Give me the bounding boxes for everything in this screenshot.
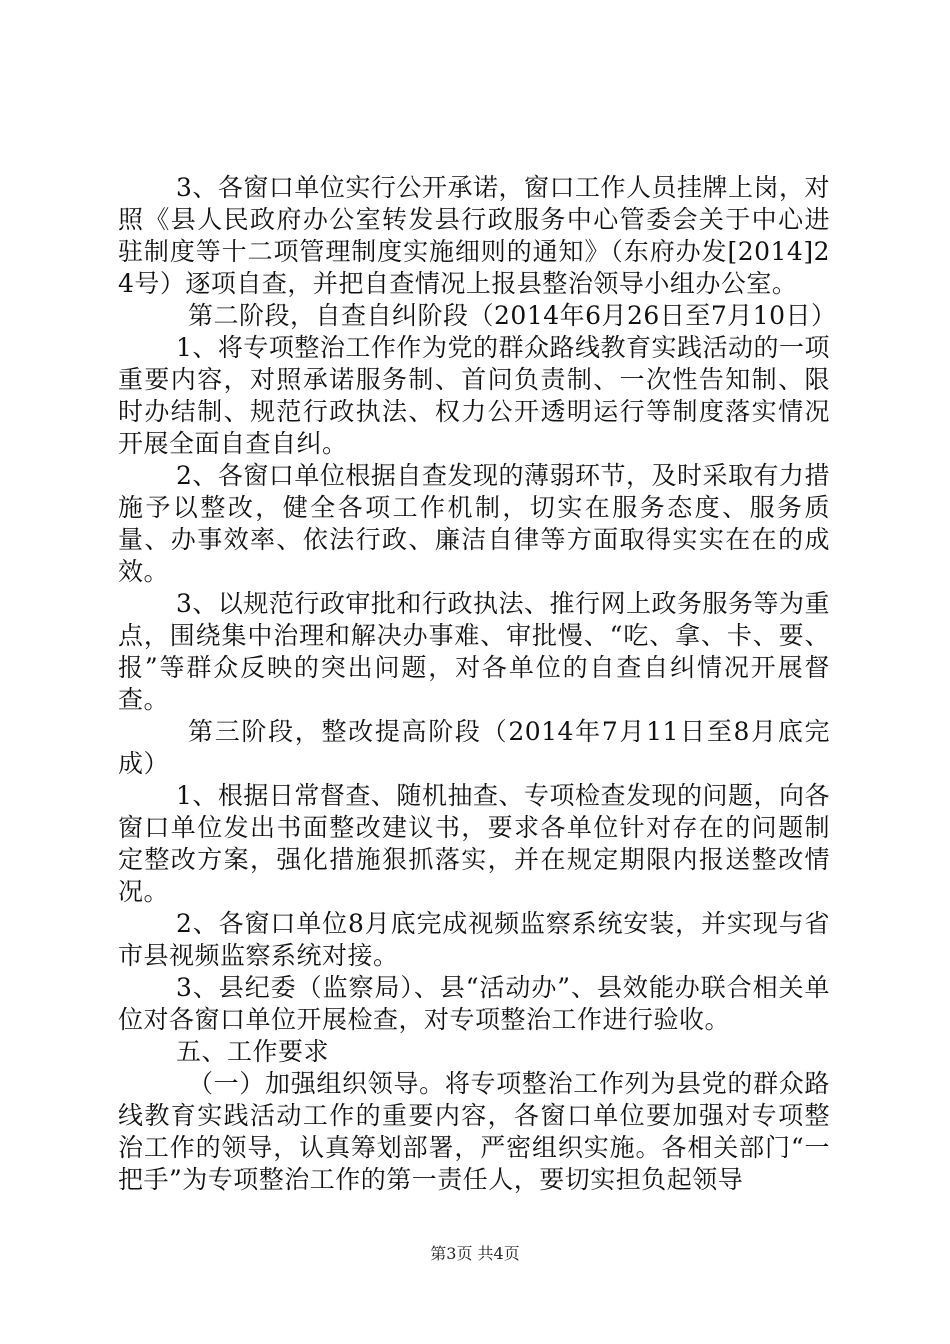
paragraph-commitment-self-check: 3、各窗口单位实行公开承诺，窗口工作人员挂牌上岗，对照《县人民政府办公室转发县行政服务中心管委会关于中心进驻制度等十二项管理制度实施细则的通知》（东府办发[2014]24号）逐项自查，并把自查情况上报县整治领导小组办公室。 <box>118 173 830 298</box>
heading-stage-three: 第三阶段，整改提高阶段（2014年7月11日至8月底完成） <box>118 717 830 778</box>
paragraph-stage-two-item-2: 2、各窗口单位根据自查发现的薄弱环节，及时采取有力措施予以整改，健全各项工作机制，切实在服务态度、服务质量、办事效率、依法行政、廉洁自律等方面取得实实在在的成效。 <box>118 461 830 586</box>
paragraph-stage-three-item-2: 2、各窗口单位8月底完成视频监察系统安装，并实现与省市县视频监察系统对接。 <box>118 909 830 970</box>
document-body <box>118 172 837 1196</box>
paragraph-stage-three-item-3: 3、县纪委（监察局）、县“活动办”、县效能办联合相关单位对各窗口单位开展检查，对专项整治工作进行验收。 <box>118 973 830 1034</box>
paragraph-stage-two-item-3: 3、以规范行政审批和行政执法、推行网上政务服务等为重点，围绕集中治理和解决办事难、审批慢、“吃、拿、卡、要、报”等群众反映的突出问题，对各单位的自查自纠情况开展督查。 <box>118 589 830 714</box>
page-number-footer: 第3页 共4页 <box>430 1244 520 1263</box>
heading-stage-two: 第二阶段，自查自纠阶段（2014年6月26日至7月10日） <box>188 301 837 330</box>
heading-work-requirements: 五、工作要求 <box>176 1037 330 1066</box>
paragraph-stage-three-item-1: 1、根据日常督查、随机抽查、专项检查发现的问题，向各窗口单位发出书面整改建议书，要求各单位针对存在的问题制定整改方案，强化措施狠抓落实，并在规定期限内报送整改情况。 <box>118 781 830 906</box>
paragraph-requirement-1: （一）加强组织领导。将专项整治工作列为县党的群众路线教育实践活动工作的重要内容，各窗口单位要加强对专项整治工作的领导，认真筹划部署，严密组织实施。各相关部门“一把手”为专项整治工作的第一责任人，要切实担负起领导 <box>118 1069 830 1194</box>
paragraph-stage-two-item-1: 1、将专项整治工作作为党的群众路线教育实践活动的一项重要内容，对照承诺服务制、首问负责制、一次性告知制、限时办结制、规范行政执法、权力公开透明运行等制度落实情况开展全面自查自纠。 <box>118 333 830 458</box>
